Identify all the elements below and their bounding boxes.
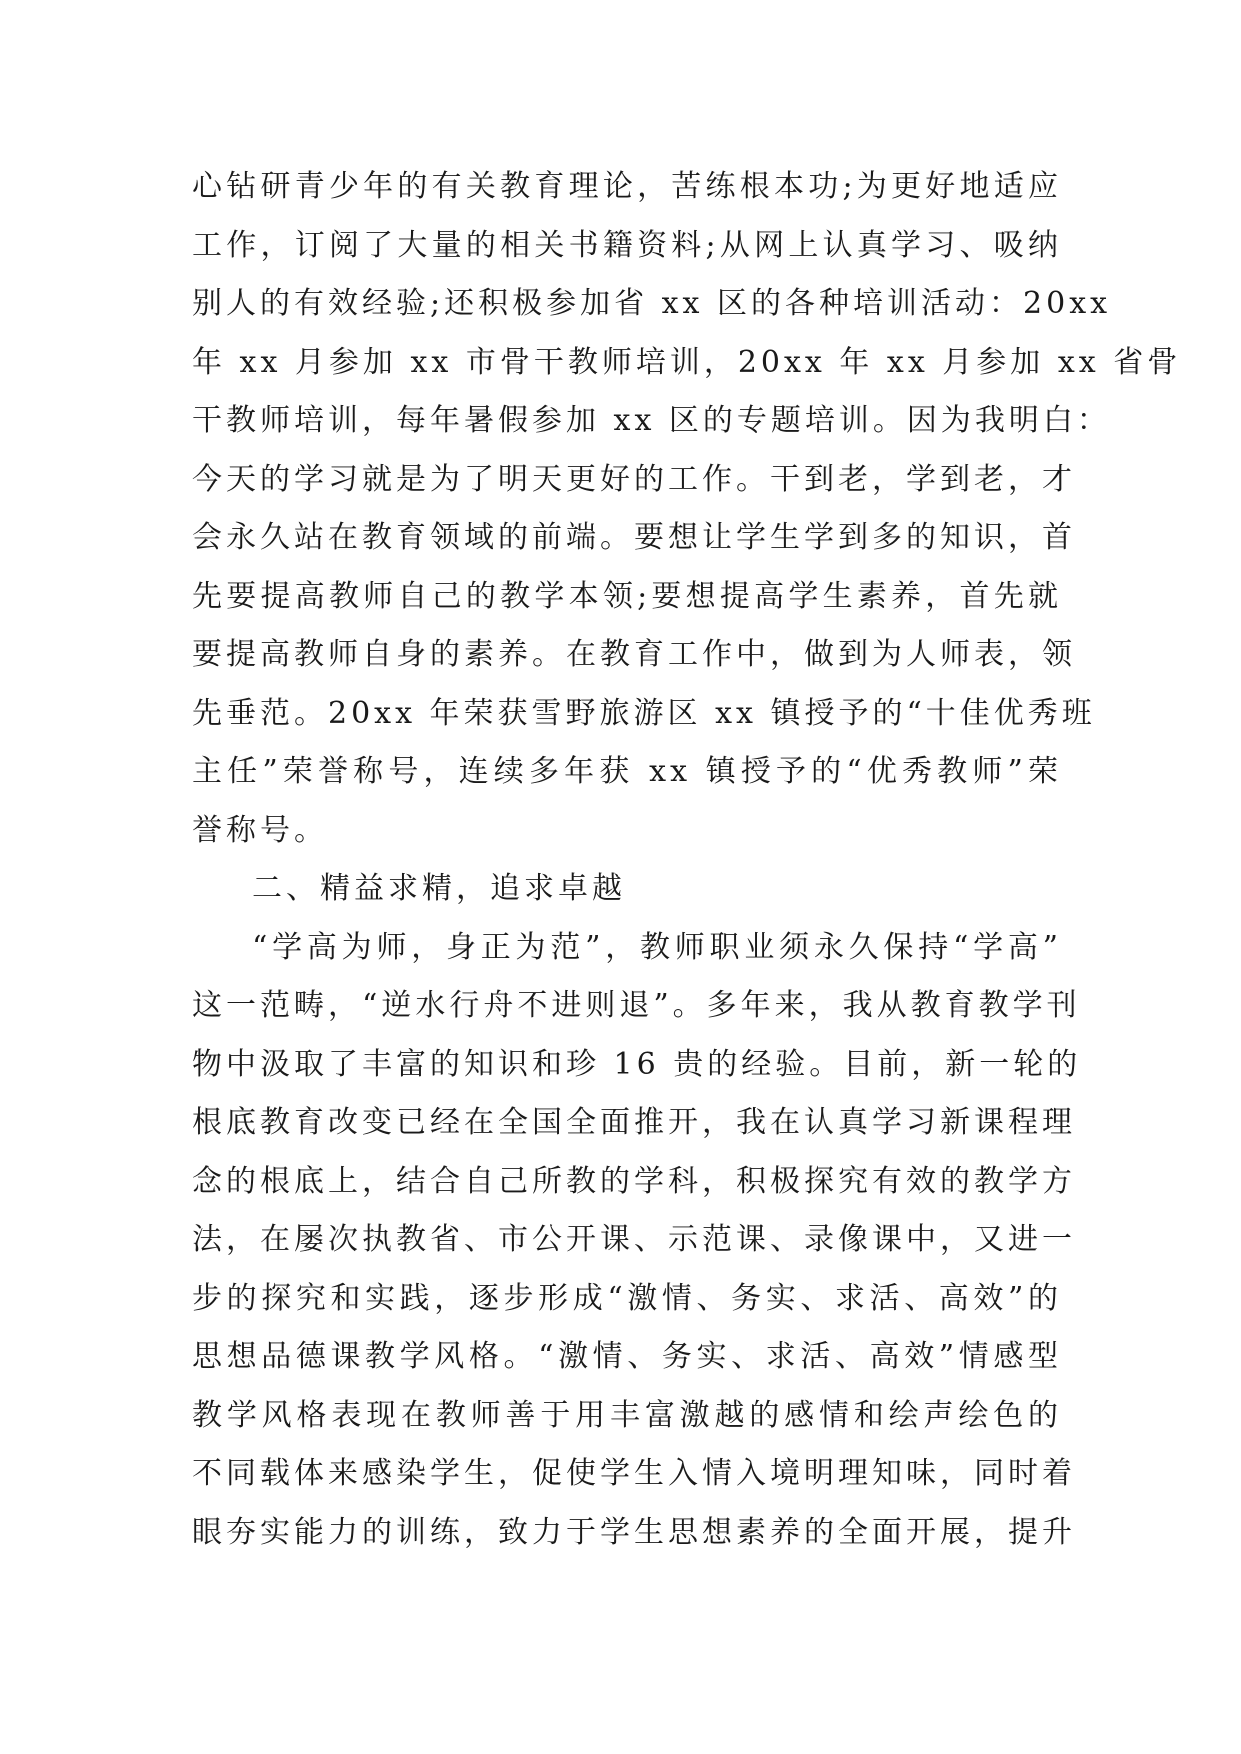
text-line: 教学风格表现在教师善于用丰富激越的感情和绘声绘色的 bbox=[192, 1397, 1062, 1433]
text-line: 别人的有效经验;还积极参加省 xx 区的各种培训活动：20xx bbox=[192, 286, 1112, 321]
text-line: 今天的学习就是为了明天更好的工作。干到老，学到老，才 bbox=[192, 461, 1076, 497]
text-line: 年 xx 月参加 xx 市骨干教师培训，20xx 年 xx 月参加 xx 省骨 bbox=[192, 344, 1182, 380]
text-line: 眼夯实能力的训练，致力于学生思想素养的全面开展，提升 bbox=[192, 1514, 1076, 1550]
text-line: 念的根底上，结合自己所教的学科，积极探究有效的教学方 bbox=[192, 1163, 1076, 1199]
text-line: 主任”荣誉称号，连续多年获 xx 镇授予的“优秀教师”荣 bbox=[192, 754, 1062, 789]
text-line: 工作，订阅了大量的相关书籍资料;从网上认真学习、吸纳 bbox=[192, 227, 1062, 263]
text-line: 法，在屡次执教省、市公开课、示范课、录像课中，又进一 bbox=[192, 1222, 1076, 1257]
text-line: 先要提高教师自己的教学本领;要想提高学生素养，首先就 bbox=[192, 578, 1062, 614]
text-line: 心钻研青少年的有关教育理论，苦练根本功;为更好地适应 bbox=[192, 169, 1062, 204]
text-line: 物中汲取了丰富的知识和珍 16 贵的经验。目前，新一轮的 bbox=[192, 1046, 1082, 1082]
text-line: 思想品德课教学风格。“激情、务实、求活、高效”情感型 bbox=[192, 1339, 1062, 1374]
text-line: 要提高教师自身的素养。在教育工作中，做到为人师表，领 bbox=[192, 637, 1076, 672]
text-line: 先垂范。20xx 年荣获雪野旅游区 xx 镇授予的“十佳优秀班 bbox=[192, 695, 1096, 731]
text-line: 这一范畴，“逆水行舟不进则退”。多年来，我从教育教学刊 bbox=[192, 988, 1081, 1023]
text-line: 会永久站在教育领域的前端。要想让学生学到多的知识，首 bbox=[192, 520, 1076, 555]
text-line: 干教师培训，每年暑假参加 xx 区的专题培训。因为我明白： bbox=[192, 403, 1111, 438]
text-line: 步的探究和实践，逐步形成“激情、务实、求活、高效”的 bbox=[192, 1280, 1062, 1316]
text-line: “学高为师，身正为范”，教师职业须永久保持“学高” bbox=[252, 929, 1062, 965]
text-line: 誉称号。 bbox=[192, 812, 328, 848]
section-heading: 二、精益求精，追求卓越 bbox=[252, 871, 626, 906]
document-body bbox=[192, 158, 1182, 1562]
text-line: 根底教育改变已经在全国全面推开，我在认真学习新课程理 bbox=[192, 1105, 1076, 1140]
text-line: 不同载体来感染学生，促使学生入情入境明理知味，同时着 bbox=[192, 1456, 1076, 1491]
